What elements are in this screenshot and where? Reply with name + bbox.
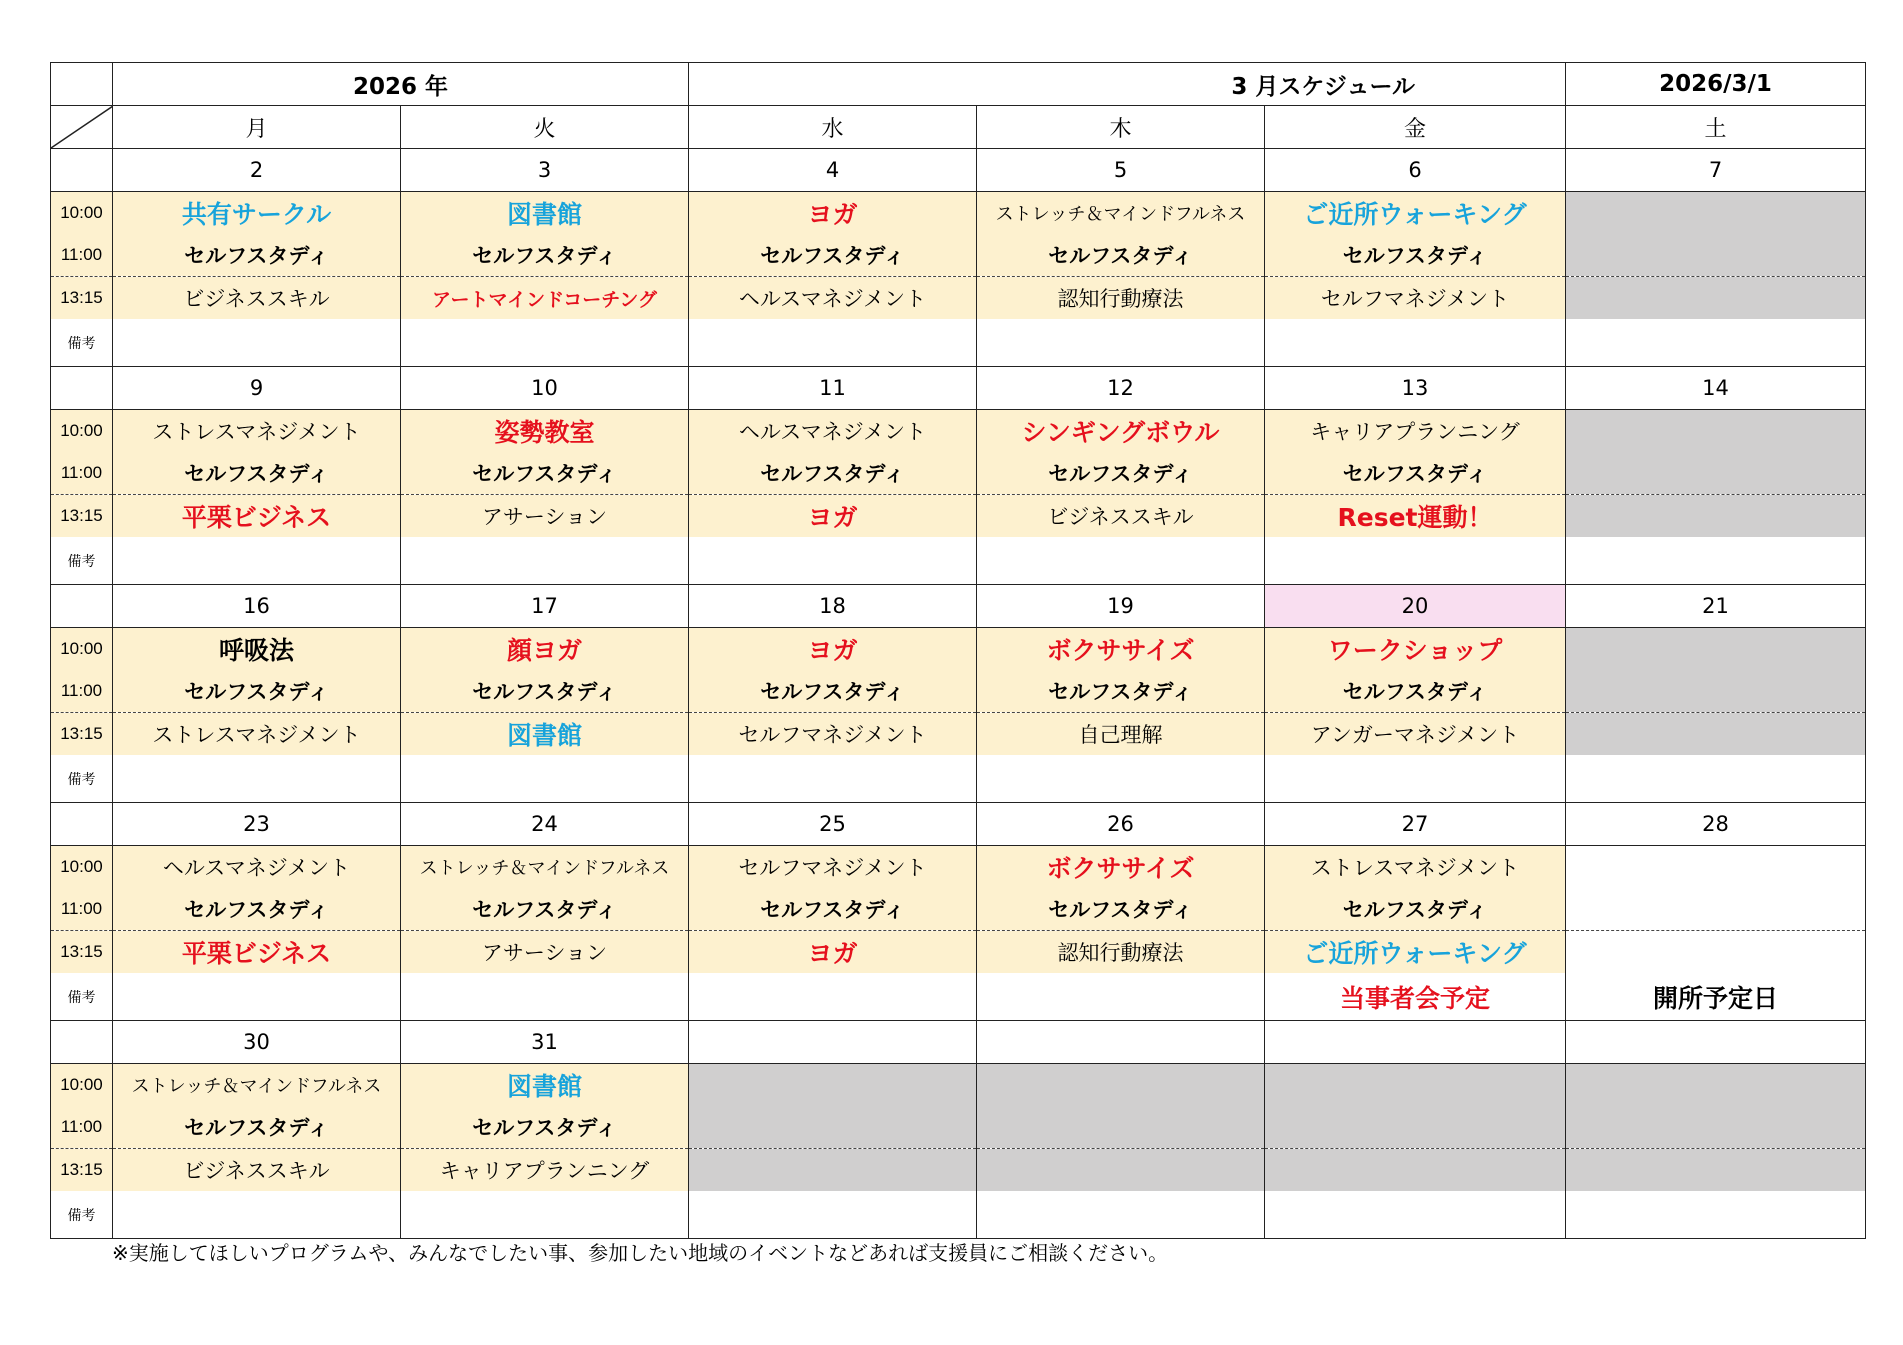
program-name: セルフスタディ — [184, 680, 329, 704]
program-cell — [1566, 931, 1866, 974]
memo-cell — [689, 1191, 977, 1239]
schedule-date: 2026/3/1 — [1566, 63, 1866, 106]
program-cell — [113, 628, 401, 671]
program-cell — [977, 1064, 1265, 1107]
corner-diagonal-cell — [51, 106, 113, 149]
date-cell: 20 — [1265, 585, 1566, 628]
program-cell — [1265, 410, 1566, 453]
date-cell: 23 — [113, 803, 401, 846]
program-name: ビジネススキル — [183, 1159, 330, 1183]
session-row — [51, 234, 1866, 277]
time-column-blank — [51, 149, 113, 192]
program-name: ストレッチ＆マインドフルネス — [995, 204, 1246, 225]
time-column-blank — [51, 803, 113, 846]
memo-cell — [977, 973, 1265, 1021]
weekday-thu: 木 — [977, 106, 1265, 149]
program-cell — [689, 192, 977, 235]
time-label: 10:00 — [51, 410, 113, 453]
date-row — [51, 803, 1866, 846]
weekday-row — [51, 106, 1866, 149]
memo-cell — [1265, 537, 1566, 585]
program-cell — [113, 670, 401, 713]
session-row — [51, 277, 1866, 320]
program-cell — [689, 1106, 977, 1149]
program-cell — [1265, 452, 1566, 495]
program-name: キャリアプランニング — [439, 1159, 650, 1183]
program-name: セルフスタディ — [1342, 898, 1488, 922]
memo-row — [51, 1191, 1866, 1239]
weekday-tue: 火 — [401, 106, 689, 149]
date-cell: 12 — [977, 367, 1265, 410]
program-cell — [1566, 1149, 1866, 1192]
program-cell — [401, 452, 689, 495]
program-cell — [977, 1106, 1265, 1149]
time-label: 10:00 — [51, 1064, 113, 1107]
program-name: ワークショップ — [1327, 636, 1503, 665]
weekday-sat: 土 — [1566, 106, 1866, 149]
program-cell — [1566, 410, 1866, 453]
program-cell — [401, 888, 689, 931]
program-name: 図書館 — [506, 1072, 582, 1101]
program-name: セルフスタディ — [760, 462, 905, 486]
program-name: セルフマネジメント — [738, 723, 927, 747]
program-cell — [1566, 888, 1866, 931]
session-row — [51, 713, 1866, 756]
memo-row — [51, 755, 1866, 803]
program-cell — [1265, 931, 1566, 974]
program-name: セルフスタディ — [472, 1116, 617, 1140]
program-cell — [1265, 277, 1566, 320]
memo-cell — [113, 537, 401, 585]
program-cell — [1265, 1106, 1566, 1149]
program-cell — [977, 410, 1265, 453]
date-cell — [977, 1021, 1265, 1064]
title-row — [51, 63, 1866, 106]
program-cell — [689, 277, 977, 320]
program-name: 認知行動療法 — [1057, 941, 1184, 965]
program-cell — [113, 888, 401, 931]
program-cell — [1265, 1064, 1566, 1107]
memo-label: 備考 — [51, 537, 113, 585]
program-cell — [1566, 495, 1866, 538]
session-row — [51, 1064, 1866, 1107]
program-name: セルフマネジメント — [738, 856, 927, 880]
program-name: ボクササイズ — [1046, 636, 1195, 665]
time-label: 10:00 — [51, 628, 113, 671]
program-name: ストレッチ＆マインドフルネス — [131, 1076, 382, 1097]
date-row — [51, 585, 1866, 628]
memo-cell — [1265, 1191, 1566, 1239]
date-cell: 26 — [977, 803, 1265, 846]
memo-text: 開所予定日 — [1652, 983, 1778, 1013]
schedule-table — [50, 62, 1866, 1239]
program-name: ヘルスマネジメント — [738, 420, 927, 444]
program-name: セルフスタディ — [472, 462, 617, 486]
program-cell — [401, 277, 689, 320]
program-cell — [977, 931, 1265, 974]
program-cell — [977, 1149, 1265, 1192]
program-name: セルフスタディ — [760, 244, 905, 268]
time-label: 13:15 — [51, 277, 113, 320]
program-name: ヨガ — [807, 200, 858, 229]
program-cell — [401, 410, 689, 453]
program-name: 図書館 — [506, 721, 582, 750]
program-cell — [1265, 846, 1566, 889]
date-cell: 19 — [977, 585, 1265, 628]
session-row — [51, 410, 1866, 453]
time-label: 11:00 — [51, 234, 113, 277]
program-name: ストレッチ＆マインドフルネス — [419, 858, 670, 879]
session-row — [51, 931, 1866, 974]
program-cell — [113, 713, 401, 756]
memo-cell — [1566, 537, 1866, 585]
program-name: セルフスタディ — [1342, 244, 1488, 268]
time-column-blank — [51, 1021, 113, 1064]
program-cell — [689, 628, 977, 671]
program-name: ヨガ — [807, 503, 858, 532]
date-cell: 18 — [689, 585, 977, 628]
memo-text: 当事者会予定 — [1339, 983, 1490, 1013]
program-cell — [401, 846, 689, 889]
session-row — [51, 1106, 1866, 1149]
date-cell: 4 — [689, 149, 977, 192]
memo-cell — [113, 1191, 401, 1239]
program-name: セルフスタディ — [1048, 244, 1193, 268]
memo-cell — [113, 755, 401, 803]
diagonal-line-icon — [51, 106, 113, 148]
memo-cell — [977, 537, 1265, 585]
date-cell: 5 — [977, 149, 1265, 192]
date-cell: 25 — [689, 803, 977, 846]
memo-cell — [977, 755, 1265, 803]
memo-cell — [401, 537, 689, 585]
program-name: ご近所ウォーキング — [1303, 200, 1527, 229]
date-cell: 21 — [1566, 585, 1866, 628]
program-name: 顔ヨガ — [506, 636, 582, 665]
program-cell — [1566, 277, 1866, 320]
time-column-blank — [51, 585, 113, 628]
program-name: ストレスマネジメント — [152, 723, 361, 747]
program-cell — [113, 192, 401, 235]
date-cell: 27 — [1265, 803, 1566, 846]
memo-cell — [1566, 1191, 1866, 1239]
year-label: 2026 年 — [113, 63, 689, 106]
memo-cell — [401, 973, 689, 1021]
program-cell — [1566, 192, 1866, 235]
program-cell — [1566, 670, 1866, 713]
date-cell — [1566, 1021, 1866, 1064]
program-cell — [689, 495, 977, 538]
program-cell — [689, 452, 977, 495]
program-cell — [113, 452, 401, 495]
program-name: ボクササイズ — [1046, 854, 1195, 883]
session-row — [51, 452, 1866, 495]
program-cell — [689, 234, 977, 277]
memo-cell — [113, 319, 401, 367]
program-name: 図書館 — [506, 200, 582, 229]
program-name: 共有サークル — [181, 200, 332, 229]
program-name: 自己理解 — [1078, 723, 1163, 747]
program-name: ヨガ — [807, 636, 858, 665]
program-cell — [1265, 495, 1566, 538]
weekday-wed: 水 — [689, 106, 977, 149]
memo-cell — [689, 537, 977, 585]
program-cell — [113, 495, 401, 538]
memo-label: 備考 — [51, 319, 113, 367]
weekday-mon: 月 — [113, 106, 401, 149]
program-name: セルフスタディ — [472, 680, 617, 704]
program-name: 呼吸法 — [218, 636, 294, 665]
date-cell: 2 — [113, 149, 401, 192]
date-cell: 13 — [1265, 367, 1566, 410]
program-cell — [1265, 628, 1566, 671]
memo-cell — [1265, 973, 1566, 1021]
program-cell — [113, 1149, 401, 1192]
program-name: ストレスマネジメント — [152, 420, 361, 444]
program-cell — [977, 846, 1265, 889]
date-cell — [689, 1021, 977, 1064]
program-cell — [977, 277, 1265, 320]
program-cell — [113, 1064, 401, 1107]
program-cell — [401, 713, 689, 756]
program-name: ヘルスマネジメント — [162, 856, 351, 880]
time-label: 13:15 — [51, 713, 113, 756]
program-cell — [113, 846, 401, 889]
program-name: 平栗ビジネス — [181, 939, 332, 968]
time-label: 11:00 — [51, 670, 113, 713]
session-row — [51, 628, 1866, 671]
date-cell: 14 — [1566, 367, 1866, 410]
program-cell — [1265, 713, 1566, 756]
date-cell: 3 — [401, 149, 689, 192]
program-name: ヨガ — [807, 939, 858, 968]
memo-row — [51, 319, 1866, 367]
program-cell — [113, 277, 401, 320]
program-cell — [689, 410, 977, 453]
time-label: 13:15 — [51, 1149, 113, 1192]
date-cell: 6 — [1265, 149, 1566, 192]
memo-cell — [401, 755, 689, 803]
program-name: セルフスタディ — [1048, 898, 1193, 922]
program-cell — [1265, 192, 1566, 235]
session-row — [51, 495, 1866, 538]
date-cell: 11 — [689, 367, 977, 410]
program-cell — [401, 670, 689, 713]
program-name: セルフスタディ — [472, 898, 617, 922]
program-cell — [1566, 846, 1866, 889]
program-cell — [977, 495, 1265, 538]
date-row — [51, 367, 1866, 410]
program-name: セルフスタディ — [1342, 462, 1488, 486]
program-cell — [1566, 234, 1866, 277]
program-cell — [1265, 670, 1566, 713]
month-title-cell — [689, 63, 1566, 106]
program-cell — [689, 670, 977, 713]
program-cell — [1566, 452, 1866, 495]
date-cell: 9 — [113, 367, 401, 410]
memo-row — [51, 537, 1866, 585]
program-name: セルフスタディ — [1048, 462, 1193, 486]
program-name: セルフスタディ — [1048, 680, 1193, 704]
program-name: シンギングボウル — [1021, 418, 1220, 447]
program-cell — [1566, 1064, 1866, 1107]
memo-cell — [1265, 755, 1566, 803]
program-cell — [1566, 1106, 1866, 1149]
date-cell: 7 — [1566, 149, 1866, 192]
date-cell — [1265, 1021, 1566, 1064]
program-name: ビジネススキル — [183, 287, 330, 311]
program-cell — [401, 192, 689, 235]
date-row — [51, 1021, 1866, 1064]
program-cell — [689, 846, 977, 889]
program-cell — [977, 628, 1265, 671]
program-name: アサーション — [481, 941, 608, 965]
memo-row — [51, 973, 1866, 1021]
program-cell — [977, 888, 1265, 931]
program-cell — [113, 234, 401, 277]
program-name: アンガーマネジメント — [1310, 723, 1520, 747]
program-name: アサーション — [481, 505, 608, 529]
corner-cell-top — [51, 63, 113, 106]
program-name: ストレスマネジメント — [1310, 856, 1520, 880]
footer-note: ※実施してほしいプログラムや、みんなでしたい事、参加したい地域のイベントなどあれば支援員にご相談ください。 — [112, 1241, 1169, 1265]
program-cell — [401, 628, 689, 671]
date-cell: 17 — [401, 585, 689, 628]
program-name: 姿勢教室 — [494, 418, 595, 447]
program-name: 認知行動療法 — [1057, 287, 1184, 311]
date-cell: 10 — [401, 367, 689, 410]
program-name: セルフスタディ — [184, 1116, 329, 1140]
program-cell — [689, 1149, 977, 1192]
program-name: セルフスタディ — [472, 244, 617, 268]
program-cell — [113, 1106, 401, 1149]
date-cell: 24 — [401, 803, 689, 846]
program-name: キャリアプランニング — [1310, 420, 1520, 444]
program-name: アートマインドコーチング — [432, 288, 657, 311]
program-cell — [977, 192, 1265, 235]
memo-label: 備考 — [51, 973, 113, 1021]
program-cell — [401, 1106, 689, 1149]
memo-cell — [1265, 319, 1566, 367]
program-cell — [977, 234, 1265, 277]
program-cell — [401, 234, 689, 277]
program-cell — [401, 1149, 689, 1192]
date-cell: 16 — [113, 585, 401, 628]
memo-label: 備考 — [51, 755, 113, 803]
weekday-fri: 金 — [1265, 106, 1566, 149]
program-cell — [977, 713, 1265, 756]
date-cell: 30 — [113, 1021, 401, 1064]
memo-cell — [977, 1191, 1265, 1239]
program-name: ビジネススキル — [1047, 505, 1194, 529]
program-cell — [1566, 628, 1866, 671]
memo-cell — [1566, 319, 1866, 367]
program-name: Reset運動！ — [1337, 503, 1493, 532]
program-cell — [689, 1064, 977, 1107]
time-label: 13:15 — [51, 495, 113, 538]
memo-cell — [113, 973, 401, 1021]
session-row — [51, 670, 1866, 713]
memo-cell — [689, 319, 977, 367]
program-name: ご近所ウォーキング — [1303, 939, 1527, 968]
memo-cell — [1566, 973, 1866, 1021]
memo-cell — [689, 755, 977, 803]
program-name: セルフスタディ — [184, 898, 329, 922]
time-label: 11:00 — [51, 452, 113, 495]
program-cell — [401, 931, 689, 974]
date-cell: 31 — [401, 1021, 689, 1064]
program-cell — [401, 1064, 689, 1107]
memo-cell — [401, 319, 689, 367]
memo-cell — [1566, 755, 1866, 803]
program-cell — [1265, 234, 1566, 277]
program-cell — [1265, 888, 1566, 931]
time-label: 13:15 — [51, 931, 113, 974]
program-cell — [1265, 1149, 1566, 1192]
program-name: セルフスタディ — [184, 244, 329, 268]
time-column-blank — [51, 367, 113, 410]
session-row — [51, 846, 1866, 889]
program-cell — [401, 495, 689, 538]
program-name: セルフスタディ — [1342, 680, 1488, 704]
time-label: 10:00 — [51, 192, 113, 235]
program-name: セルフスタディ — [184, 462, 329, 486]
time-label: 11:00 — [51, 1106, 113, 1149]
memo-cell — [977, 319, 1265, 367]
month-title: 3 月スケジュール — [1231, 73, 1415, 100]
session-row — [51, 192, 1866, 235]
program-name: セルフスタディ — [760, 680, 905, 704]
memo-label: 備考 — [51, 1191, 113, 1239]
program-name: セルフマネジメント — [1320, 287, 1510, 311]
time-label: 10:00 — [51, 846, 113, 889]
program-name: セルフスタディ — [760, 898, 905, 922]
program-cell — [689, 888, 977, 931]
program-cell — [689, 931, 977, 974]
date-cell: 28 — [1566, 803, 1866, 846]
program-name: ヘルスマネジメント — [738, 287, 927, 311]
time-label: 11:00 — [51, 888, 113, 931]
program-cell — [1566, 713, 1866, 756]
memo-cell — [401, 1191, 689, 1239]
session-row — [51, 888, 1866, 931]
session-row — [51, 1149, 1866, 1192]
program-cell — [689, 713, 977, 756]
memo-cell — [689, 973, 977, 1021]
program-cell — [113, 931, 401, 974]
program-cell — [977, 452, 1265, 495]
program-name: 平栗ビジネス — [181, 503, 332, 532]
program-cell — [113, 410, 401, 453]
program-cell — [977, 670, 1265, 713]
date-row — [51, 149, 1866, 192]
